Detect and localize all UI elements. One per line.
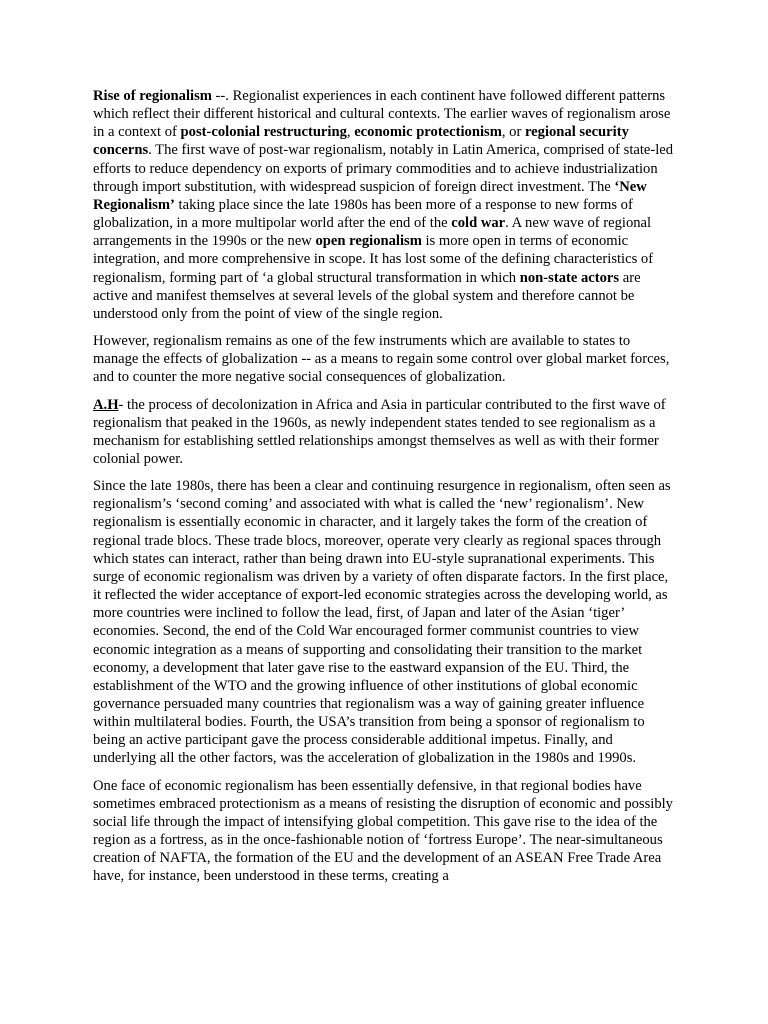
document-page	[93, 87, 677, 895]
text-run: are active and manifest themselves at several levels of the global system and therefore cannot be understood only from the point of view of the single region.	[93, 269, 641, 322]
author-marker: A.H	[93, 396, 119, 413]
paragraph-decolonization	[93, 396, 677, 469]
bold-term: non-state actors	[519, 269, 620, 286]
bold-term: Rise of regionalism	[93, 88, 212, 104]
bold-term: open regionalism	[315, 233, 422, 250]
text-run: is more open in terms of economic integration, and more comprehensive in scope. It has lost some of the defining characteristics of regionalism, forming part of ‘a global structural transformation in which	[93, 233, 654, 286]
text-run: taking place since the late 1980s has been more of a response to new forms of globalization, in a more multipolar world after the end of the	[93, 196, 633, 232]
bold-term: cold war	[451, 215, 506, 232]
text-run: . A new wave of regional arrangements in the 1990s or the new	[93, 215, 652, 250]
paragraph-defensive-regionalism	[93, 777, 677, 886]
text-run: - the process of decolonization in Africa and Asia in particular contributed to the first wave of regionalism that peaked in the 1960s, as newly independent states tended to see regionalism as a mechanism for establishing settled relationships amongst themselves as well as with their former colonial power.	[93, 396, 666, 467]
text-run: However, regionalism remains as one of the few instruments which are available to states to manage the effects of globalization -- as a means to regain some control over global market forces, and to counter the more negative social consequences of globalization.	[93, 333, 670, 386]
paragraph-rise-of-regionalism	[93, 87, 677, 323]
bold-term: post-colonial restructuring	[180, 124, 347, 141]
text-run: , or	[501, 124, 525, 141]
text-run: ,	[346, 124, 355, 141]
paragraph-globalization-instruments	[93, 332, 677, 386]
text-run: One face of economic regionalism has been essentially defensive, in that regional bodies have sometimes embraced protectionism as a means of resisting the disruption of economic and possibly social life through the impact of intensifying global competition. This gave rise to the idea of the region as a fortress, as in the once-fashionable notion of ‘fortress Europe’. The near-simultaneous creation of NAFTA, the formation of the EU and the development of an ASEAN Free Trade Area have, for instance, been understood in these terms, creating a	[93, 777, 673, 885]
bold-term: economic protectionism	[354, 124, 502, 141]
text-run: . The first wave of post-war regionalism, notably in Latin America, comprised of state-led efforts to reduce dependency on exports of primary commodities and to achieve industrialization through import substitution, with widespread suspicion of foreign direct investment. The	[93, 142, 674, 195]
paragraph-new-regionalism	[93, 477, 677, 768]
text-run: --. Regionalist experiences in each continent have followed different patterns which reflect their different historical and cultural contexts. The earlier waves of regionalism arose in a context of	[93, 88, 671, 141]
text-run: Since the late 1980s, there has been a clear and continuing resurgence in regionalism, often seen as regionalism’s ‘second coming’ and associated with what is called the ‘new’ regionalism’. New regionalism is essentially economic in character, and it largely takes the form of the creation of regional trade blocs. These trade blocs, moreover, operate very clearly as regional spaces through which states can interact, rather than being drawn into EU-style supranational experiments. This surge of economic regionalism was driven by a variety of often disparate factors. In the first place, it reflected the wider acceptance of export-led economic strategies across the developing world, as more countries were inclined to follow the lead, first, of Japan and later of the Asian ‘tiger’ economies. Second, the end of the Cold War encouraged former communist countries to view economic integration as a means of supporting and consolidating their transition to the market economy, a development that later gave rise to the eastward expansion of the EU. Third, the establishment of the WTO and the growing influence of other institutions of global economic governance persuaded many countries that regionalism was a way of gaining greater influence within multilateral bodies. Fourth, the USA’s transition from being a sponsor of regionalism to being an active participant gave the process considerable additional impetus. Finally, and underlying all the other factors, was the acceleration of globalization in the 1980s and 1990s.	[93, 478, 671, 767]
bold-term: ‘New Regionalism’	[93, 178, 647, 213]
bold-term: regional security concerns	[93, 124, 629, 159]
